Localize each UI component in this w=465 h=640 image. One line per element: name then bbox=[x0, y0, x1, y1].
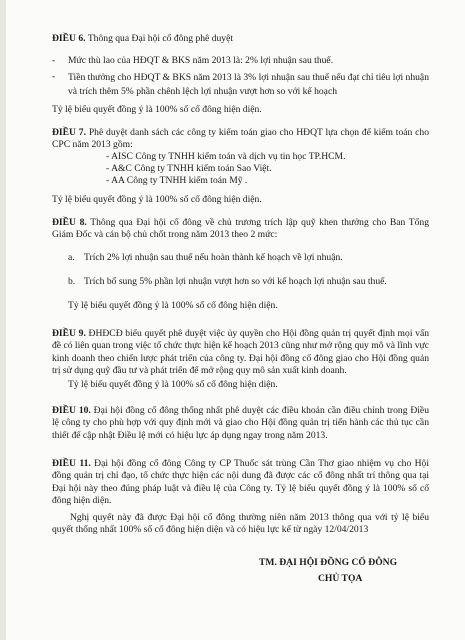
article-6-bullet-1 bbox=[52, 55, 429, 67]
auditor-1: - AISC Công ty TNHH kiểm toán và dịch vụ tin học TP.HCM. bbox=[106, 151, 346, 162]
article-8-body: Thông qua Đại hội cổ đông về chủ trương trích lập quỹ khen thưởng cho Ban Tổng Giám Đốc và cán bộ chủ chốt trong năm 2013 theo 2 mức: bbox=[52, 217, 429, 241]
bullet-dash: - bbox=[52, 55, 56, 66]
article-8-item-a bbox=[68, 252, 429, 264]
article-6-bullet-1-text: Mức thù lao của HĐQT & BKS năm 2013 là: 2% lợi nhuận sau thuế. bbox=[68, 55, 334, 66]
article-8-text bbox=[52, 217, 429, 242]
article-10-body: Đại hội đồng cổ đông thống nhất phê duyệt các điều khoản cần điều chỉnh trong Điều lệ công ty cho phù hợp với quy định mới và giao cho Hội đồng quản trị tiến hành các thủ tục cần thiết để cập nhật Điều lệ mới có hiệu lực áp dụng ngay trong năm 2013. bbox=[52, 405, 429, 441]
article-10-label: ĐIỀU 10. bbox=[52, 405, 91, 416]
article-10-text bbox=[52, 405, 429, 442]
article-7-vote: Tỷ lệ biểu quyết đồng ý là 100% số cổ đông hiện diện. bbox=[52, 194, 262, 205]
article-8-vote: Tỷ lệ biểu quyết đồng ý là 100% số cổ đông hiện diện. bbox=[68, 300, 278, 311]
closing-paragraph: Nghị quyết này đã được Đại hội cổ đông thường niên năm 2013 thông qua với tỷ lệ biểu quyết thống nhất 100% số cổ đông hiện diện và có hiệu lực kể từ ngày 12/04/2013 bbox=[52, 512, 429, 536]
signature-role: CHỦ TỌA bbox=[318, 573, 363, 584]
article-6-title: Thông qua Đại hội cổ đông phê duyệt bbox=[85, 33, 234, 44]
article-9-body: ĐHĐCĐ biểu quyết phê duyệt việc ủy quyền cho Hội đồng quản trị quyết định mọi vấn đề có liên quan trong việc tổ chức thực hiện kế hoạch 2013 cũng như mở rộng quy mô và lĩnh vực kinh doanh theo chiến lược phát triển của công ty. Đại hội đồng cổ đông giao cho Hội đồng quản trị sử dụng quỹ đầu tư và phát triển để mở rộng quy mô sản xuất kinh doanh. bbox=[52, 328, 429, 376]
article-11-text bbox=[52, 458, 429, 507]
scan-edge bbox=[0, 0, 6, 640]
article-6-bullet-2 bbox=[52, 71, 429, 99]
article-7-text bbox=[52, 127, 429, 152]
article-8-item-a-text: Trích 2% lợi nhuận sau thuế nếu hoàn thành kế hoạch về lợi nhuận. bbox=[84, 252, 343, 263]
article-8-item-b bbox=[68, 276, 429, 288]
article-6-bullet-2-text: Tiền thưởng cho HĐQT & BKS năm 2013 là 3% lợi nhuận sau thuế nếu đạt chỉ tiêu lợi nhuận và trích thêm 5% phần chênh lệch lợi nhuận vượt hơn so với kế hoạch bbox=[68, 72, 429, 97]
article-8-label: ĐIỀU 8. bbox=[52, 217, 87, 228]
article-7-body: Phê duyệt danh sách các công ty kiểm toán giao cho HĐQT lựa chọn để kiểm toán cho CPC năm 2013 gồm: bbox=[52, 127, 429, 151]
bullet-dash: - bbox=[52, 71, 56, 82]
article-11-body: Đại hội đồng cổ đông Công ty CP Thuốc sát trùng Cần Thơ giao nhiệm vụ cho Hội đồng quản trị chỉ đạo, tổ chức thực hiện các nội dung đã được các cổ đông nhất trí thông qua tại Đại hội này theo đúng pháp luật và điều lệ của Công ty. Tỷ lệ biểu quyết đồng ý là 100% số cổ đông hiện diện. bbox=[52, 458, 429, 506]
item-marker: a. bbox=[68, 252, 75, 263]
article-9-text bbox=[52, 328, 429, 377]
signature-title: TM. ĐẠI HỘI ĐỒNG CỔ ĐÔNG bbox=[259, 557, 398, 568]
auditor-2: - A&C Công ty TNHH kiểm toán Sao Việt. bbox=[106, 163, 272, 174]
auditor-3: - AA Công ty TNHH kiểm toán Mỹ . bbox=[106, 175, 248, 186]
article-11-label: ĐIỀU 11. bbox=[52, 458, 91, 469]
article-9-vote: Tỷ lệ biểu quyết đồng ý là 100% số cổ đông hiện diện. bbox=[68, 379, 278, 390]
article-6-heading bbox=[52, 33, 429, 45]
article-6-vote: Tỷ lệ biểu quyết đồng ý là 100% số cổ đông hiện diện. bbox=[52, 104, 262, 115]
article-8-item-b-text: Trích bổ sung 5% phần lợi nhuận vượt hơn so với kế hoạch lợi nhuận sau thuế. bbox=[84, 276, 387, 287]
article-6-label: ĐIỀU 6. bbox=[52, 33, 86, 44]
item-marker: b. bbox=[68, 276, 76, 287]
article-9-label: ĐIỀU 9. bbox=[52, 328, 86, 339]
article-7-label: ĐIỀU 7. bbox=[52, 127, 87, 138]
